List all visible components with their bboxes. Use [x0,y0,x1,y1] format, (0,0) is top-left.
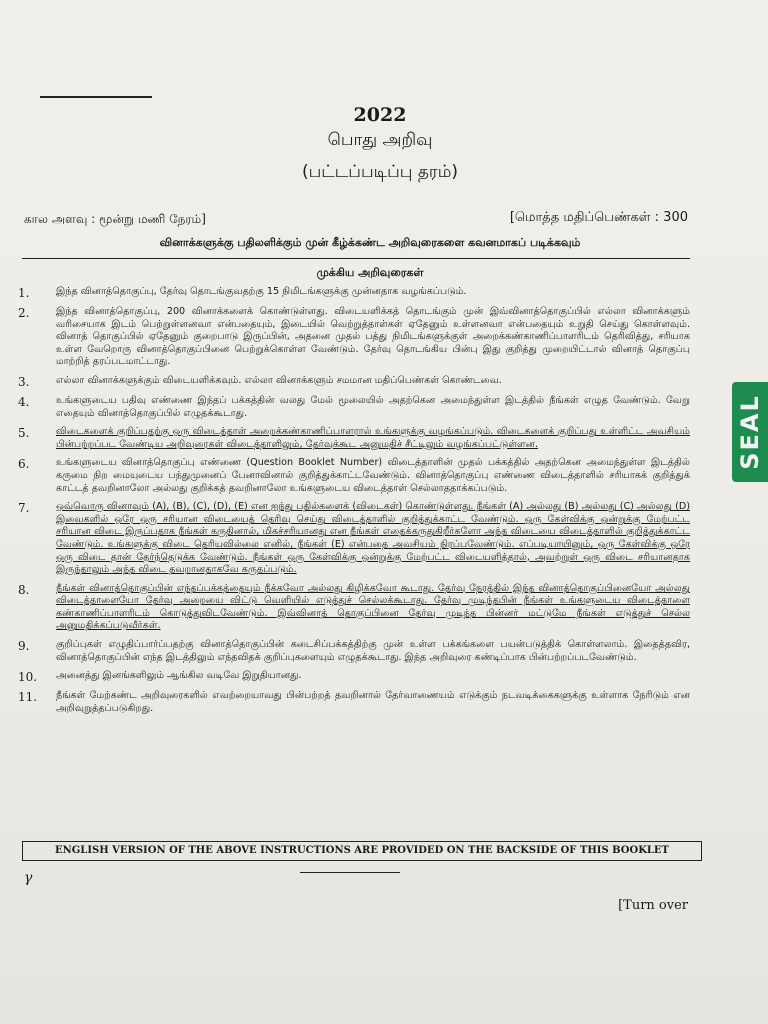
instruction-number: 3. [18,374,30,389]
seal-tab [732,382,768,482]
instruction-number: 10. [18,670,38,685]
instruction-item [18,286,690,300]
instruction-text: விடைகளைக் குறிப்பதற்கு ஒரு விடைத்தாள் அறைக்கண்காணிப்பாளரால் உங்களுக்கு வழங்கப்படும். விடைகளைக் குறிப்பது உள்ளிட்ட அவசியம் பின்பற்றப்பட வேண்டிய அறிவுரைகள் விடைத்தாளிலும், தேர்வுக்கூட அனுமதிச் சீட்டிலும் வழங்கப்பட்டுள்ளன. [56,426,690,450]
exam-title: பொது அறிவு [327,130,433,150]
instruction-list [18,286,690,721]
seal-label: SEAL [736,394,764,470]
top-left-rule [40,96,152,98]
instruction-item [18,457,690,495]
instruction-number: 2. [18,306,30,320]
instruction-item [18,375,690,389]
instruction-text: இந்த வினாத்தொகுப்பு, தேர்வு தொடங்குவதற்கு 15 நிமிடங்களுக்கு முன்னதாக வழங்கப்படும். [56,286,467,297]
instruction-item [18,670,690,684]
instruction-text: அனைத்து இனங்களிலும் ஆங்கில வடிவே இறுதியானது. [56,670,302,682]
read-instructions-heading: வினாக்களுக்கு பதிலளிக்கும் முன் கீழ்க்கண்ட அறிவுரைகளை கவனமாகப் படிக்கவும் [159,236,581,249]
instruction-number: 6. [18,457,30,472]
instruction-item [18,501,690,577]
instruction-text: எல்லா வினாக்களுக்கும் விடையளிக்கவும். எல்லா வினாக்களும் சமமான மதிப்பெண்கள் கொண்டவை. [56,374,502,386]
instruction-item [18,395,690,420]
max-marks: [மொத்த மதிப்பெண்கள் : 300 [509,210,688,225]
instruction-number: 8. [18,582,30,597]
instruction-item [18,426,690,451]
exam-subtitle: (பட்டப்படிப்பு தரம்) [301,162,459,182]
instruction-number: 11. [18,690,38,705]
heading-divider [22,258,690,259]
turn-over-label: [Turn over [618,898,688,913]
instruction-text: உங்களுடைய பதிவு எண்ணை இந்தப் பக்கத்தின் வலது மேல் மூலையில் அதற்கென அமைந்துள்ள இடத்தில் நீங்கள் எழுத வேண்டும். வேறு எதையும் வினாத்தொகுப்பில் எழுதக்கூடாது. [56,394,690,419]
instruction-text: இந்த வினாத்தொகுப்பு, 200 வினாக்களைக் கொண்டுள்ளது. விடையளிக்கத் தொடங்கும் முன் இவ்வினாத்தொகுப்பில் எல்லா வினாக்களும் வரிசையாக இடம் பெற்றுள்ளனவா என்பதையும், இடையில் வெற்றுத்தாள்கள் ஏதேனும் உள்ளனவா என்பதையும் உறுதி செய்து கொள்ளவும். வினாத் தொகுப்பில் ஏதேனும் குறைபாடு இருப்பின், அதனை முதல் பத்து நிமிடங்களுக்குள் அறைக்கண்காணிப்பாளரிடம் தெரிவித்து, சரியாக உள்ள வேறொரு வினாத்தொகுப்பினை பெற்றுக்கொள்ள வேண்டும். தேர்வு தொடங்கிய பின்பு இது குறித்து முறையிட்டால் வினாத் தொகுப்பு மாற்றித் தரப்படமாட்டாது. [56,306,690,368]
english-version-note: ENGLISH VERSION OF THE ABOVE INSTRUCTIONS ARE PROVIDED ON THE BACKSIDE OF THIS BOOKLET [22,841,702,861]
instruction-number: 9. [18,639,30,654]
instruction-text: உங்களுடைய வினாத்தொகுப்பு எண்ணை (Question Booklet Number) விடைத்தாளின் முதல் பக்கத்தில் அதற்கென அமைந்துள்ள இடத்தில் கருமை நிற மையுடைய பந்துமுனைப் பேனாவினால் குறித்துக்காட்டவேண்டும். வினாத்தொகுப்பு எண்ணை விடைத்தாளில் சரியாகக் குறித்துக் காட்டத் தவறினாலோ அல்லது குறிக்கத் தவறினாலோ உங்களுடைய விடைத்தாள் செல்லாததாக்கப்படும். [56,457,690,494]
instruction-number: 4. [18,394,30,409]
instruction-text: நீங்கள் மேற்கண்ட அறிவுரைகளில் எவற்றையாவது பின்பற்றத் தவறினால் தேர்வாணையம் எடுக்கும் நடவடிக்கைகளுக்கு உள்ளாக நேரிடும் என அறிவுறுத்தப்படுகிறது. [56,690,690,714]
instruction-item [18,690,690,715]
key-instructions-heading: முக்கிய அறிவுரைகள் [316,266,424,279]
instruction-text: நீங்கள் வினாத்தொகுப்பின் எந்தப்பக்கத்தையும் நீக்கவோ அல்லது கிழிக்கவோ கூடாது. தேர்வு நேரத்தில் இந்த வினாத்தொகுப்பினையோ அல்லது விடைத்தாளையோ தேர்வு அறையை விட்டு வெளியில் எடுத்துச் செல்லக்கூடாது. தேர்வு முடிந்தபின் நீங்கள் உங்களுடைய விடைத்தாளை கண்காணிப்பாளரிடம் கொடுத்துவிடவேண்டும். இவ்வினாத் தொகுப்பினை தேர்வு முடிந்த பின்னர் மட்டுமே நீங்கள் எடுத்துச் செல்ல அனுமதிக்கப்படுவீர்கள். [56,582,690,632]
instruction-text: குறிப்புகள் எழுதிப்பார்ப்பதற்கு வினாத்தொகுப்பின் கடைசிப்பக்கத்திற்கு முன் உள்ள பக்கங்களை பயன்படுத்திக் கொள்ளலாம். இதைத்தவிர, வினாத்தொகுப்பின் எந்த இடத்திலும் எந்தவிதக் குறிப்புகளையும் எழுதக்கூடாது. இந்த அறிவுரை கண்டிப்பாக பின்பற்றப்படவேண்டும். [56,639,690,663]
bottom-rule [300,872,400,873]
instruction-number: 5. [18,426,30,441]
instruction-number: 7. [18,501,30,516]
instruction-item [18,639,690,664]
instruction-item [18,583,690,633]
handwritten-mark: γ [24,870,33,886]
instruction-text: ஒவ்வொரு வினாவும் (A), (B), (C), (D), (E) என ஐந்து பதில்களைக் (விடைகள்) கொண்டுள்ளது. நீங்கள் (A) அல்லது (B) அல்லது (C) அல்லது (D) இவைகளில் ஒரே ஒரு சரியான விடையைத் தெரிவு செய்து விடைத்தாளில் குறித்துக்காட்ட வேண்டும். ஒரு கேள்விக்கு ஒன்றுக்கு மேற்பட்ட சரியான விடை இருப்பதாக நீங்கள் கருதினால், மிகச்சரியானது என நீங்கள் எதைக்கருதுகிறீர்களோ அந்த விடையை விடைத்தாளில் குறித்துக்காட்ட வேண்டும். உங்களுக்கு விடை தெரியவில்லை எனில், நீங்கள் (E) என்பதை அவசியம் நிரப்பவேண்டும். எப்படியாயினும், ஒரு கேள்விக்கு ஒரே ஒரு விடை தான் தேர்ந்தெடுக்க வேண்டும். நீங்கள் ஒரு கேள்விக்கு ஒன்றுக்கு மேற்பட்ட விடையளித்தால், அவற்றுள் ஒரு விடை சரியானதாக இருந்தாலும் அந்த விடை தவறானதாகவே கருதப்படும். [56,501,690,576]
exam-year: 2022 [353,104,407,126]
instruction-number: 1. [18,286,30,300]
time-allowed: கால அளவு : மூன்று மணி நேரம்] [24,212,206,226]
instruction-item [18,306,690,369]
